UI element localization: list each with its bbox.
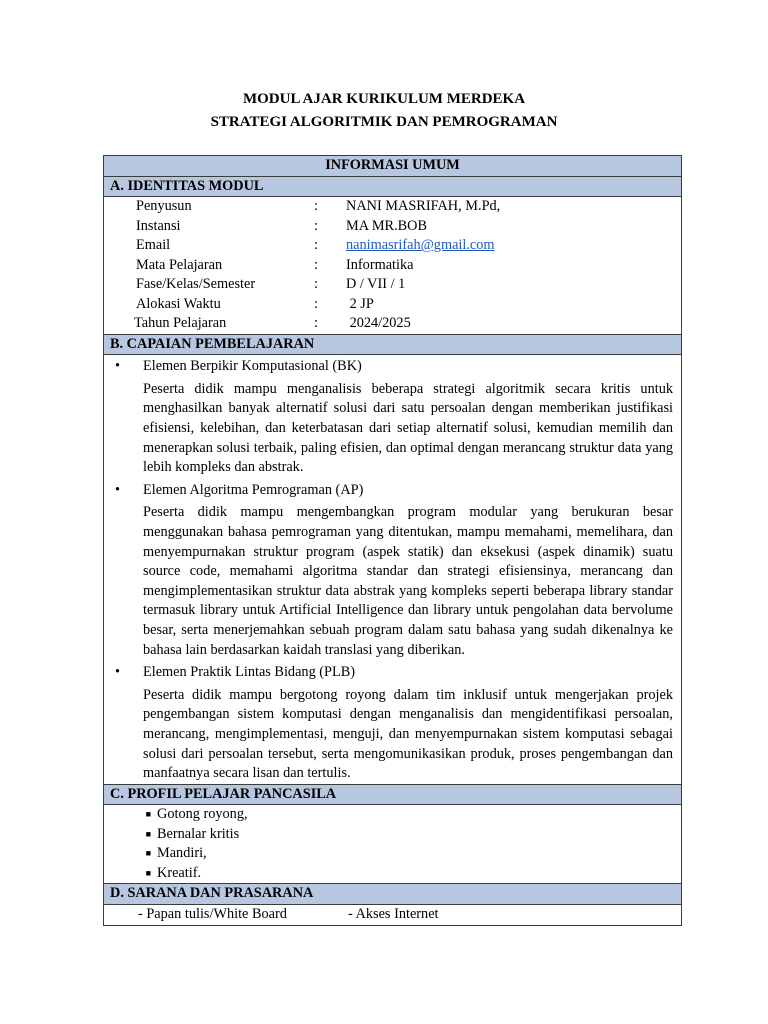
element-plb [104, 663, 681, 683]
identity-row-phase [104, 275, 681, 295]
square-bullet-icon: ■ [145, 867, 151, 878]
info-header: INFORMASI UMUM [104, 156, 682, 177]
element-description: Peserta didik mampu bergotong royong dalam tim inklusif untuk mengerjakan projek pengembangan sistem komputasi dengan menganalisis dan mengidentifikasi persoalan, merancang, mengimplementasi, menguji, dan menyempurnakan sistem komputasi sebagai solusi dari persoalan tersebut, serta mengomunikasikan produk, proses pengembangan dan manfaatnya secara lisan dan tertulis. [143, 686, 673, 782]
identity-separator: : [314, 315, 318, 332]
square-bullet-icon: ■ [145, 848, 151, 859]
identity-separator: : [314, 256, 318, 273]
section-d-header: D. SARANA DAN PRASARANA [104, 884, 682, 905]
identity-value: 2 JP [346, 295, 374, 312]
document-subtitle: STRATEGI ALGORITMIK DAN PEMROGRAMAN [210, 114, 558, 130]
square-bullet-icon: ■ [145, 828, 151, 839]
list-item-text: Kreatif. [157, 864, 202, 881]
identity-separator: : [314, 217, 318, 234]
identity-row-email [104, 236, 681, 256]
identity-block [104, 197, 682, 335]
list-item [104, 825, 681, 845]
element-bk [104, 357, 681, 377]
identity-label: Email [136, 237, 171, 254]
element-ap [104, 481, 681, 501]
identity-separator: : [314, 237, 318, 254]
list-item [104, 864, 681, 884]
identity-row-time [104, 295, 681, 315]
section-a-header: A. IDENTITAS MODUL [104, 176, 682, 197]
identity-value: NANI MASRIFAH, M.Pd, [346, 198, 501, 215]
identity-label: Mata Pelajaran [136, 256, 223, 273]
learning-outcomes-block [104, 355, 682, 784]
list-item-text: Gotong royong, [157, 806, 248, 823]
identity-row-author [104, 197, 681, 217]
section-b-header: B. CAPAIAN PEMBELAJARAN [104, 334, 682, 355]
element-description: Peserta didik mampu menganalisis beberapa strategi algoritmik secara kritis untuk menghasilkan banyak alternatif solusi dari satu persoalan dengan memberikan justifikasi efisiensi, kelebihan, dan keterbatasan dari setiap alternatif solusi, kemudian memilih dan menerapkan solusi terbaik, paling efisien, dan optimal dengan merancang struktur data yang lebih kompleks dan abstrak. [143, 380, 673, 476]
identity-value: Informatika [346, 256, 414, 273]
list-item-text: Bernalar kritis [157, 825, 240, 842]
facility-item: - Papan tulis/White Board [138, 905, 287, 922]
list-item [104, 844, 681, 864]
identity-label: Instansi [136, 217, 181, 234]
square-bullet-icon: ■ [145, 809, 151, 820]
identity-value: 2024/2025 [346, 315, 411, 332]
identity-value: D / VII / 1 [346, 276, 406, 293]
identity-label: Fase/Kelas/Semester [136, 276, 256, 293]
identity-separator: : [314, 276, 318, 293]
element-description: Peserta didik mampu mengembangkan program modular yang berukuran besar menggunakan bahasa pemrograman yang ditentukan, mampu memahami, memelihara, dan menyempurnakan struktur program (aspek statik) dan eksekusi (aspek dinamik) suatu source code, memahami algoritma standar dan strategi efisiensinya, merancang dan mengimplementasikan struktur data abstrak yang kompleks seperti beberapa library standar termasuk library untuk Artificial Intelligence dan library untuk pengolahan data bervolume besar, serta menerjemahkan sebuah program dalam satu bahasa yang sudah dikenalnya ke bahasa lain berdasarkan kaidah translasi yang diberikan. [143, 504, 673, 658]
bullet-icon: • [115, 664, 121, 681]
list-item [104, 805, 681, 825]
identity-row-institution [104, 217, 681, 237]
facility-item: - Akses Internet [348, 905, 439, 922]
bullet-icon: • [115, 358, 121, 375]
element-title: Elemen Praktik Lintas Bidang (PLB) [143, 664, 356, 681]
section-c-header: C. PROFIL PELAJAR PANCASILA [104, 784, 682, 805]
facilities-row [104, 905, 681, 925]
facilities-block [104, 904, 682, 925]
element-title: Elemen Berpikir Komputasional (BK) [143, 358, 362, 375]
identity-row-year [104, 314, 681, 334]
identity-row-subject [104, 256, 681, 276]
document-title: MODUL AJAR KURIKULUM MERDEKA [242, 91, 526, 107]
identity-label: Alokasi Waktu [136, 295, 221, 312]
element-title: Elemen Algoritma Pemrograman (AP) [143, 481, 364, 498]
identity-value: MA MR.BOB [346, 217, 428, 234]
module-info-table [103, 155, 682, 926]
identity-separator: : [314, 295, 318, 312]
identity-label: Penyusun [136, 198, 192, 215]
identity-separator: : [314, 198, 318, 215]
pancasila-profile-list [104, 805, 682, 884]
identity-label: Tahun Pelajaran [134, 315, 227, 332]
email-link[interactable]: nanimasrifah@gmail.com [346, 237, 495, 254]
list-item-text: Mandiri, [157, 845, 207, 862]
bullet-icon: • [115, 481, 121, 498]
